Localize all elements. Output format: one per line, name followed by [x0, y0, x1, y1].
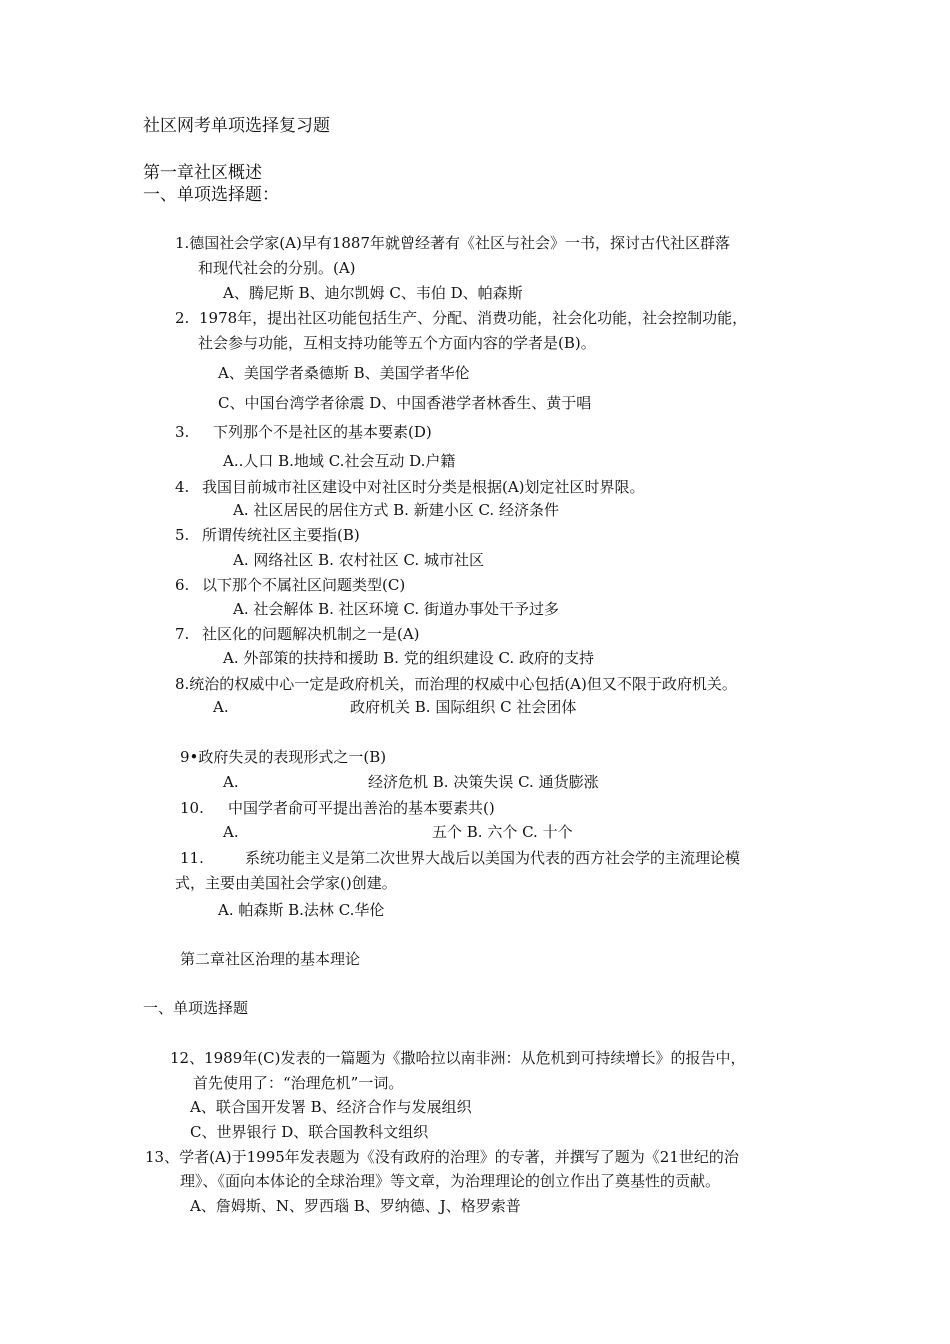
question-12-text-line-2: 首先使用了：“治理危机”一词。: [193, 1074, 404, 1092]
document-title: 社区网考单项选择复习题: [143, 116, 330, 136]
question-6-line: [175, 575, 405, 595]
question-12-options-line-1: A、联合国开发署 B、经济合作与发展组织: [190, 1098, 472, 1116]
question-6-text: 以下那个不属社区问题类型(C): [202, 576, 406, 594]
question-11-text-line-1: 系统功能主义是第二次世界大战后以美国为代表的西方社会学的主流理论模: [245, 849, 741, 867]
question-7-options: A. 外部策的扶持和援助 B. 党的组织建设 C. 政府的支持: [223, 649, 594, 667]
question-2-options-line-1: A、美国学者桑德斯 B、美国学者华伦: [218, 364, 470, 382]
question-5-line: [175, 525, 360, 545]
chapter-2-title: 第二章社区治理的基本理论: [180, 950, 361, 968]
question-2-line-1: [175, 308, 747, 328]
question-5-number: 5.: [175, 526, 190, 544]
question-8-text: 8.统治的权威中心一定是政府机关，而治理的权威中心包括(A)但又不限于政府机关。: [175, 675, 737, 693]
question-11-options: A. 帕森斯 B.法林 C.华伦: [218, 901, 385, 919]
question-12-text-line-1: 12、1989年(C)发表的一篇题为《撒哈拉以南非洲：从危机到可持续增长》的报告中，: [170, 1049, 746, 1067]
question-3-number: 3.: [175, 423, 190, 441]
question-3-options: A..人口 B.地域 C.社会互动 D.户籍: [223, 452, 456, 470]
question-4-text: 我国目前城市社区建设中对社区时分类是根据(A)划定社区时界限。: [202, 478, 645, 496]
question-3-line: [175, 422, 432, 442]
question-13-text-line-2: 理》、《面向本体论的全球治理》等文章，为治理理论的创立作出了奠基性的贡献。: [180, 1172, 721, 1190]
question-10-option-letter: A.: [223, 823, 239, 841]
question-4-number: 4.: [175, 478, 190, 496]
question-9-options: 经济危机 B. 决策失误 C. 通货膨涨: [368, 773, 599, 791]
question-13-text-line-1: 13、学者(A)于1995年发表题为《没有政府的治理》的专著，并撰写了题为《21世纪的治: [145, 1148, 739, 1166]
question-5-text: 所谓传统社区主要指(B): [202, 526, 360, 544]
question-5-options: A. 网络社区 B. 农村社区 C. 城市社区: [233, 551, 484, 569]
question-10-number: 10.: [180, 799, 204, 817]
question-1-text-line-1: 1.德国社会学家(A)早有1887年就曾经著有《社区与社会》一书，探讨古代社区群落: [175, 234, 731, 252]
question-2-text-line-1: 1978年，提出社区功能包括生产、分配、消费功能，社会化功能，社会控制功能，: [199, 309, 748, 327]
chapter-1-title: 第一章社区概述: [143, 163, 262, 183]
question-2-text-line-2: 社会参与功能，互相支持功能等五个方面内容的学者是(B)。: [198, 334, 596, 352]
question-7-text: 社区化的问题解决机制之一是(A): [202, 625, 420, 643]
question-9-option-letter: A.: [223, 773, 239, 791]
question-11-line-1: [180, 848, 740, 868]
question-3-text: 下列那个不是社区的基本要素(D): [213, 423, 432, 441]
question-7-number: 7.: [175, 625, 190, 643]
question-6-number: 6.: [175, 576, 190, 594]
question-8-options: 政府机关 B. 国际组织 C 社会团体: [350, 698, 577, 716]
question-2-options-line-2: C、中国台湾学者徐震 D、中国香港学者林香生、黄于唱: [218, 394, 592, 412]
question-10-line: [180, 798, 495, 818]
question-7-line: [175, 624, 420, 644]
chapter-2-section-heading: 一、单项选择题: [143, 999, 249, 1017]
chapter-1-section-heading: 一、单项选择题：: [143, 185, 279, 205]
question-12-options-line-2: C、世界银行 D、联合国教科文组织: [190, 1123, 429, 1141]
question-10-text: 中国学者俞可平提出善治的基本要素共(): [228, 799, 495, 817]
question-1-options: A、腾尼斯 B、迪尔凯姆 C、韦伯 D、帕森斯: [223, 284, 523, 302]
question-10-options: 五个 B. 六个 C. 十个: [432, 823, 573, 841]
question-9-text: 9•政府失灵的表现形式之一(B): [180, 748, 387, 766]
question-4-line: [175, 477, 645, 497]
question-13-options: A、詹姆斯、N、罗西瑙 B、罗纳德、J、格罗索普: [190, 1197, 521, 1215]
question-6-options: A. 社会解体 B. 社区环境 C. 街道办事处干予过多: [233, 600, 559, 618]
question-11-text-line-2: 式，主要由美国社会学家()创建。: [175, 874, 397, 892]
question-1-text-line-2: 和现代社会的分别。(A): [198, 259, 356, 277]
question-2-number: 2.: [175, 309, 190, 327]
question-8-option-letter: A.: [213, 698, 229, 716]
question-11-number: 11.: [180, 849, 204, 867]
question-4-options: A. 社区居民的居住方式 B. 新建小区 C. 经济条件: [233, 501, 559, 519]
